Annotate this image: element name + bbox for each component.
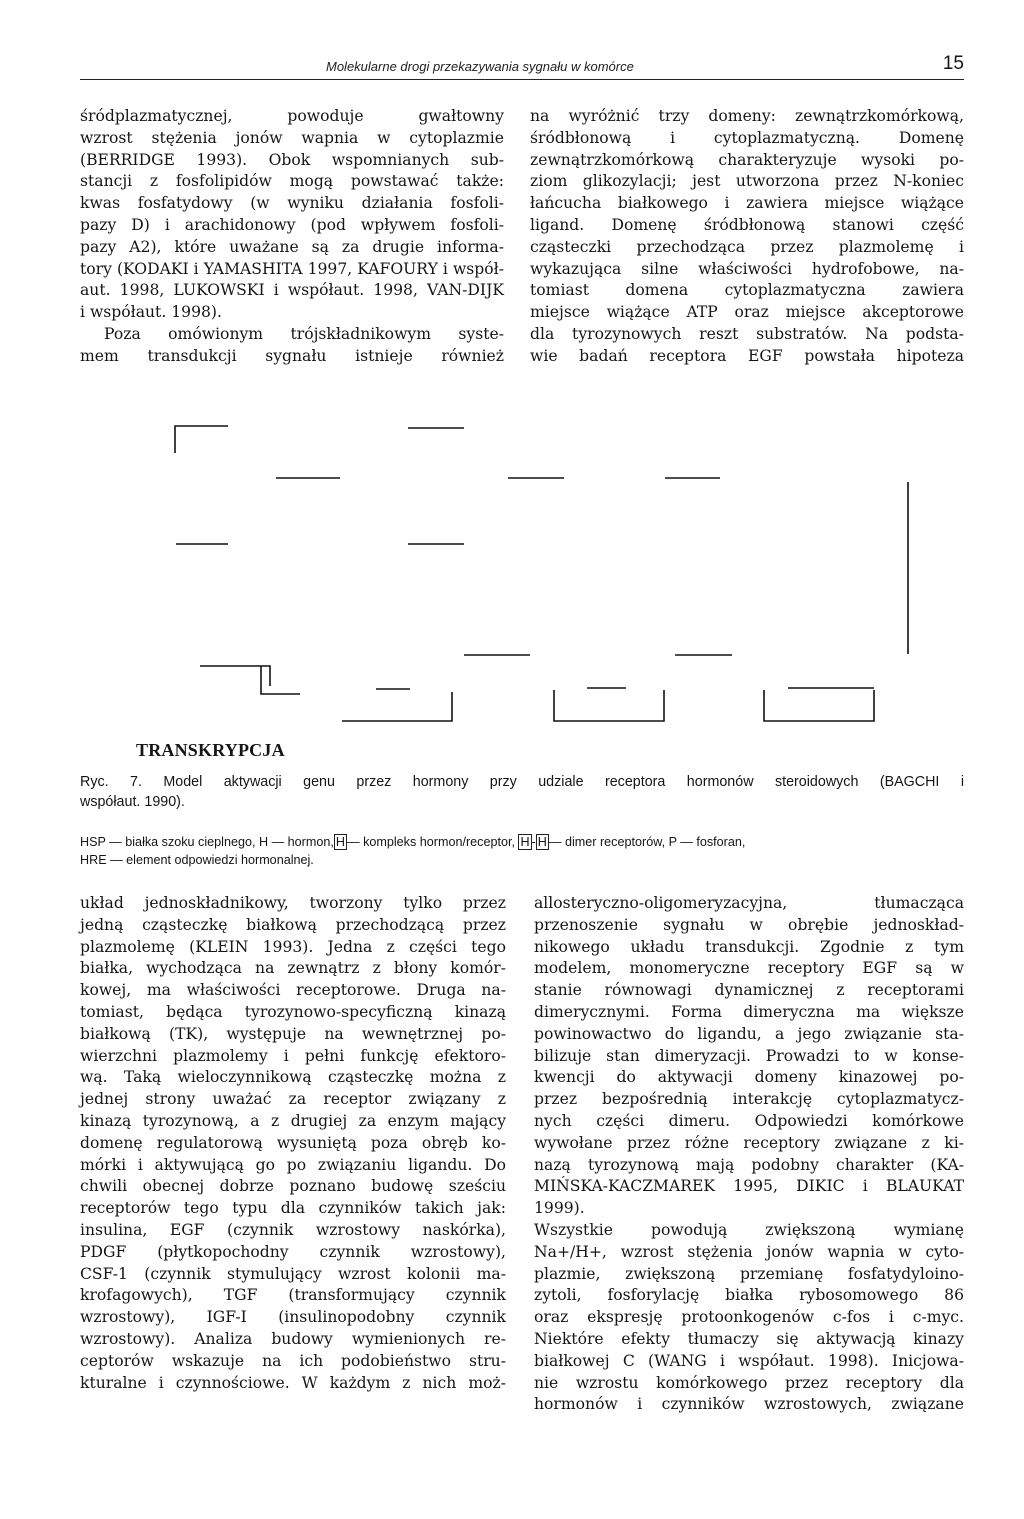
- text-line: allosteryczno-oligomeryzacyjna, tłumacząca: [534, 894, 964, 912]
- text-line: Na+/H+, wzrost stężenia jonów wapnia w cyto-: [534, 1242, 964, 1261]
- caption-line: Ryc. 7. Model aktywacji genu przez hormony przy udziale receptora hormonów steroidowych (BAGCHI i: [80, 774, 964, 790]
- legend-text: — dimer receptorów, P — fosforan,: [548, 835, 746, 849]
- text-line: insulina, EGF (czynnik wzrostowy naskórka),: [80, 1220, 506, 1239]
- text-line: stancji z fosfolipidów mogą powstawać także:: [80, 172, 504, 191]
- legend-boxed-h: H: [537, 835, 547, 849]
- figure-diagram: [80, 410, 964, 770]
- legend-boxed-h: H: [335, 835, 345, 849]
- text-line: nych części dimeru. Odpowiedzi komórkowe: [534, 1111, 964, 1130]
- text-line: MIŃSKA-KACZMAREK 1995, DIKIC i BLAUKAT 1999).: [534, 1177, 964, 1218]
- text-line: dimerycznymi. Forma dimeryczna ma większe: [534, 1002, 964, 1021]
- text-line: pazy A2), które uważane są za drugie informa-: [80, 237, 504, 256]
- text-line: tomiast domena cytoplazmatyczna zawiera: [530, 281, 964, 300]
- text-line: wzrost stężenia jonów wapnia w cytoplazmie: [80, 128, 504, 147]
- text-line: domenę regulatorową wysuniętą poza obręb ko-: [80, 1133, 506, 1152]
- text-line: kinazą tyrozynową, a z drugiej za enzym mający: [80, 1111, 506, 1130]
- diagram-bracket: [342, 692, 452, 721]
- text-line: chwili obecnej dobrze poznano budowę sześciu: [80, 1177, 506, 1196]
- text-line: jedną cząsteczkę białkową przechodzącą przez: [80, 915, 506, 934]
- text-line: Niektóre efekty tłumaczy się aktywacją kinazy: [534, 1329, 964, 1348]
- text-line: stanie równowagi dynamicznej z receptorami: [534, 981, 964, 1000]
- diagram-step-line: [261, 666, 300, 694]
- text-line: kowej, ma właściwości receptorowe. Druga na-: [80, 981, 506, 1000]
- text-line: cząsteczki przechodząca przez plazmolemę i: [530, 237, 964, 256]
- legend-dash: -: [531, 835, 536, 849]
- text-line: ligand. Domenę śródbłonową stanowi część: [530, 215, 964, 234]
- text-line: kwas fosfatydowy (w wyniku działania fosfoli-: [80, 194, 504, 213]
- legend-boxed-h: H: [520, 835, 530, 849]
- text-line: wą. Taką wieloczynnikową cząsteczkę można z: [80, 1068, 506, 1087]
- figure-caption: [80, 772, 964, 812]
- text-line: oraz ekspresję protoonkogenów c-fos i c-myc.: [534, 1308, 964, 1327]
- text-line: ceptorów wskazuje na ich podobieństwo stru-: [80, 1351, 506, 1370]
- text-line: aut. 1998, LUKOWSKI i współaut. 1998, VAN-DIJK: [80, 281, 504, 300]
- figure-legend: [80, 833, 964, 869]
- text-line: receptorów tego typu dla czynników takich jak:: [80, 1199, 506, 1218]
- text-line: ziom glikozylacji; jest utworzona przez N-koniec: [530, 172, 964, 191]
- legend-line-1: [80, 833, 964, 851]
- text-line: tomiast, będąca tyrozynowo-specyficzną kinazą: [80, 1002, 506, 1021]
- text-column-bottom-right: [534, 893, 964, 1416]
- diagram-bracket: [554, 690, 664, 721]
- text-line: powinowactwo do ligandu, a jego związanie sta-: [534, 1024, 964, 1043]
- text-line: Wszystkie powodują zwiększoną wymianę: [534, 1220, 964, 1239]
- text-line: wierzchni plazmolemy i pełni funkcję efektoro-: [80, 1046, 506, 1065]
- text-line: dla tyrozynowych reszt substratów. Na podsta-: [530, 324, 964, 343]
- text-line: białka, wychodząca na zewnątrz z błony komór-: [80, 959, 506, 978]
- text-line: jednej strony uważać za receptor związany z: [80, 1090, 506, 1109]
- text-column-top-left: [80, 106, 504, 368]
- figure-label-transkrypcja: TRANSKRYPCJA: [136, 740, 285, 760]
- text-line: mórki i aktywującą go po związaniu ligandu. Do: [80, 1155, 506, 1174]
- text-line: nikowego układu transdukcji. Zgodnie z tym: [534, 937, 964, 956]
- text-line: i współaut. 1998).: [80, 303, 222, 322]
- text-line: śródplazmatycznej, powoduje gwałtowny: [80, 107, 504, 125]
- text-line: plazmie, zwiększoną przemianę fosfatydyloino-: [534, 1264, 964, 1283]
- text-column-bottom-left: [80, 893, 506, 1394]
- text-line: krofagowych), TGF (transformujący czynnik: [80, 1286, 506, 1305]
- text-line: (BERRIDGE 1993). Obok wspomnianych sub-: [80, 150, 504, 169]
- text-line: na wyróżnić trzy domeny: zewnątrzkomórkową,: [530, 107, 964, 125]
- text-line: Poza omówionym trójskładnikowym syste-: [104, 324, 504, 343]
- caption-line: współaut. 1990).: [80, 794, 185, 810]
- text-line: białkowej C (WANG i współaut. 1998). Inicjowa-: [534, 1351, 964, 1370]
- text-line: układ jednoskładnikowy, tworzony tylko przez: [80, 894, 506, 912]
- text-line: PDGF (płytkopochodny czynnik wzrostowy),: [80, 1242, 506, 1261]
- text-line: wie badań receptora EGF powstała hipoteza: [530, 346, 964, 365]
- text-line: hormonów i czynników wzrostowych, związane: [534, 1395, 964, 1414]
- text-line: modelem, monomeryczne receptory EGF są w: [534, 959, 964, 978]
- diagram-bracket: [764, 690, 874, 721]
- text-line: wzrostowy), IGF-I (insulinopodobny czynnik: [80, 1308, 506, 1327]
- text-line: plazmolemę (KLEIN 1993). Jedna z części tego: [80, 937, 506, 956]
- running-header: [80, 55, 964, 80]
- text-line: wywołane przez różne receptory związane z ki-: [534, 1133, 964, 1152]
- text-line: tory (KODAKI i YAMASHITA 1997, KAFOURY i współ-: [80, 259, 504, 278]
- text-line: CSF-1 (czynnik stymulujący wzrost kolonii ma-: [80, 1264, 506, 1283]
- text-line: pazy D) i arachidonowy (pod wpływem fosfoli-: [80, 215, 504, 234]
- text-line: kwencji do aktywacji domeny kinazowej po-: [534, 1068, 964, 1087]
- text-line: białkową (TK), występuje na wewnętrznej po-: [80, 1024, 506, 1043]
- diagram-corner-line: [175, 426, 228, 453]
- legend-line-2: HRE — element odpowiedzi hormonalnej.: [80, 853, 314, 867]
- text-line: wzrostowy). Analiza budowy wymienionych re-: [80, 1329, 506, 1348]
- text-line: nazą tyrozynową mają podobny charakter (KA-: [534, 1155, 964, 1174]
- text-line: łańcucha białkowego i zawiera miejsce wiążące: [530, 194, 964, 213]
- text-line: przez bezpośrednią interakcję cytoplazmatycz-: [534, 1090, 964, 1109]
- legend-text: HSP — białka szoku cieplnego, H — hormon,: [80, 835, 334, 849]
- text-line: wykazująca silne właściwości hydrofobowe, na-: [530, 259, 964, 278]
- running-title: Molekularne drogi przekazywania sygnału w komórce: [326, 59, 634, 74]
- text-line: kturalne i czynnościowe. W każdym z nich moż-: [80, 1373, 506, 1392]
- text-line: miejsce wiążące ATP oraz miejsce akceptorowe: [530, 303, 964, 322]
- legend-text: — kompleks hormon/receptor,: [346, 835, 515, 849]
- figure-7: [80, 410, 964, 770]
- text-line: przenoszenie sygnału w obrębie jednoskład-: [534, 915, 964, 934]
- page-number: 15: [942, 53, 964, 74]
- diagram-step-line: [200, 666, 270, 686]
- text-line: mem transdukcji sygnału istnieje również: [80, 346, 504, 365]
- text-line: bilizuje stan dimeryzacji. Prowadzi to w konse-: [534, 1046, 964, 1065]
- text-column-top-right: [530, 106, 964, 368]
- text-line: zytoli, fosforylację białka rybosomowego 86: [534, 1286, 964, 1305]
- text-line: zewnątrzkomórkową charakteryzuje wysoki po-: [530, 150, 964, 169]
- text-line: nie wzrostu komórkowego przez receptory dla: [534, 1373, 964, 1392]
- text-line: śródbłonową i cytoplazmatyczną. Domenę: [530, 128, 964, 147]
